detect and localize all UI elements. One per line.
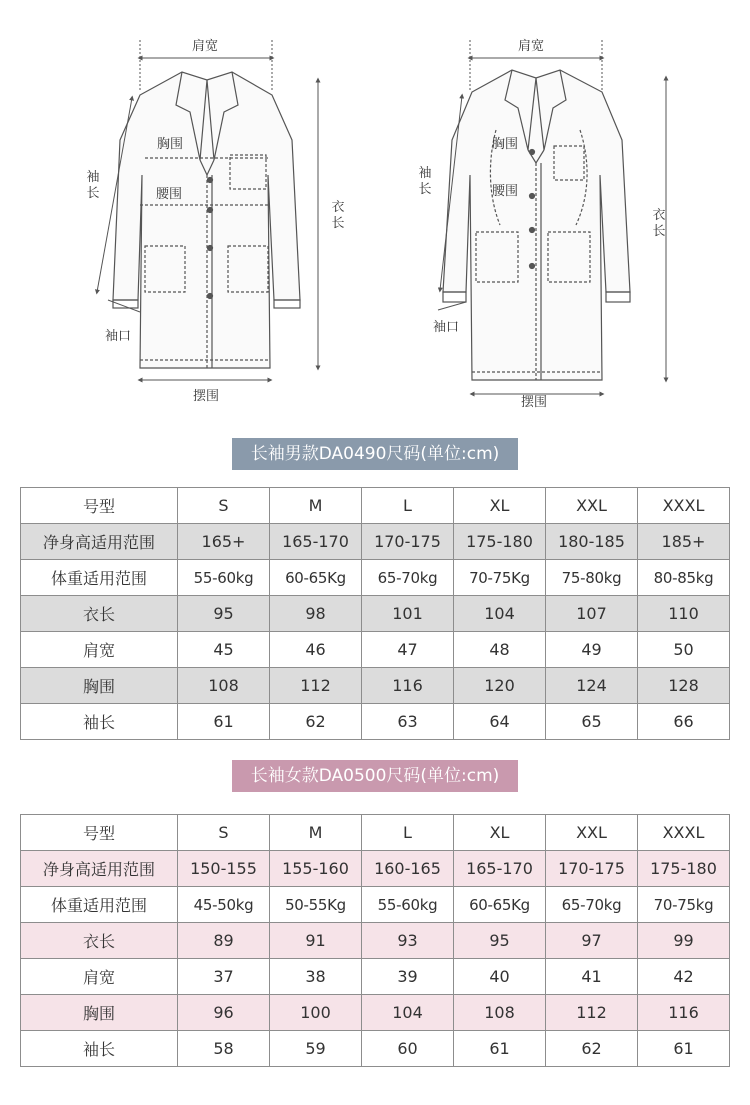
table-cell: 61 bbox=[178, 704, 270, 740]
men-size-table bbox=[20, 487, 730, 740]
row-label: 体重适用范围 bbox=[21, 887, 178, 923]
table-cell: 55-60kg bbox=[362, 887, 454, 923]
table-cell: 45 bbox=[178, 632, 270, 668]
row-label: 袖长 bbox=[21, 1031, 178, 1067]
table-cell: 65 bbox=[546, 704, 638, 740]
women-waist-label: 腰围 bbox=[492, 184, 519, 199]
table-cell: 62 bbox=[546, 1031, 638, 1067]
table-cell: 108 bbox=[178, 668, 270, 704]
table-cell: 60 bbox=[362, 1031, 454, 1067]
table-row bbox=[21, 1031, 730, 1067]
row-label: 肩宽 bbox=[21, 959, 178, 995]
table-cell: 112 bbox=[546, 995, 638, 1031]
row-label: 体重适用范围 bbox=[21, 560, 178, 596]
table-cell: 93 bbox=[362, 923, 454, 959]
men-cuff-label: 袖口 bbox=[105, 329, 132, 344]
header-cell: L bbox=[362, 815, 454, 851]
header-cell: XL bbox=[454, 815, 546, 851]
table-cell: 89 bbox=[178, 923, 270, 959]
table-cell: 175-180 bbox=[454, 524, 546, 560]
table-cell: 61 bbox=[454, 1031, 546, 1067]
women-sleeve-label: 袖长 bbox=[418, 166, 432, 197]
table-cell: 170-175 bbox=[546, 851, 638, 887]
table-row bbox=[21, 704, 730, 740]
table-cell: 64 bbox=[454, 704, 546, 740]
table-row bbox=[21, 560, 730, 596]
row-label: 袖长 bbox=[21, 704, 178, 740]
table-cell: 66 bbox=[638, 704, 730, 740]
table-cell: 49 bbox=[546, 632, 638, 668]
table-cell: 55-60kg bbox=[178, 560, 270, 596]
table-row bbox=[21, 959, 730, 995]
table-cell: 65-70kg bbox=[362, 560, 454, 596]
table-cell: 108 bbox=[454, 995, 546, 1031]
table-cell: 165-170 bbox=[454, 851, 546, 887]
table-cell: 160-165 bbox=[362, 851, 454, 887]
table-cell: 95 bbox=[178, 596, 270, 632]
table-cell: 70-75Kg bbox=[454, 560, 546, 596]
table-cell: 37 bbox=[178, 959, 270, 995]
men-hem-label: 摆围 bbox=[193, 389, 220, 404]
row-label: 肩宽 bbox=[21, 632, 178, 668]
table-cell: 104 bbox=[362, 995, 454, 1031]
table-header-row bbox=[21, 815, 730, 851]
measurement-illustration bbox=[0, 0, 750, 425]
table-cell: 110 bbox=[638, 596, 730, 632]
table-cell: 65-70kg bbox=[546, 887, 638, 923]
coat-diagrams bbox=[0, 0, 750, 425]
table-cell: 96 bbox=[178, 995, 270, 1031]
table-cell: 97 bbox=[546, 923, 638, 959]
row-label: 净身高适用范围 bbox=[21, 524, 178, 560]
table-row bbox=[21, 995, 730, 1031]
men-waist-label: 腰围 bbox=[156, 187, 183, 202]
table-cell: 63 bbox=[362, 704, 454, 740]
table-cell: 62 bbox=[270, 704, 362, 740]
header-cell: S bbox=[178, 815, 270, 851]
table-cell: 60-65Kg bbox=[270, 560, 362, 596]
row-label: 衣长 bbox=[21, 596, 178, 632]
women-size-table bbox=[20, 814, 730, 1067]
women-chest-label: 胸围 bbox=[492, 137, 519, 152]
table-cell: 170-175 bbox=[362, 524, 454, 560]
table-row bbox=[21, 524, 730, 560]
header-cell: XL bbox=[454, 488, 546, 524]
table-cell: 175-180 bbox=[638, 851, 730, 887]
women-size-title: 长袖女款DA0500尺码(单位:cm) bbox=[232, 760, 518, 792]
row-label: 净身高适用范围 bbox=[21, 851, 178, 887]
table-cell: 155-160 bbox=[270, 851, 362, 887]
table-cell: 50-55Kg bbox=[270, 887, 362, 923]
table-cell: 48 bbox=[454, 632, 546, 668]
table-cell: 95 bbox=[454, 923, 546, 959]
table-cell: 47 bbox=[362, 632, 454, 668]
table-cell: 41 bbox=[546, 959, 638, 995]
men-size-title: 长袖男款DA0490尺码(单位:cm) bbox=[232, 438, 518, 470]
table-cell: 98 bbox=[270, 596, 362, 632]
women-shoulder-label: 肩宽 bbox=[518, 39, 545, 54]
women-length-label: 衣长 bbox=[652, 208, 666, 239]
row-label: 衣长 bbox=[21, 923, 178, 959]
women-coat-drawing bbox=[443, 70, 630, 380]
table-cell: 116 bbox=[638, 995, 730, 1031]
table-cell: 58 bbox=[178, 1031, 270, 1067]
table-cell: 70-75kg bbox=[638, 887, 730, 923]
men-length-label: 衣长 bbox=[331, 200, 345, 231]
table-cell: 165+ bbox=[178, 524, 270, 560]
table-row bbox=[21, 851, 730, 887]
header-cell: M bbox=[270, 815, 362, 851]
table-cell: 99 bbox=[638, 923, 730, 959]
table-cell: 75-80kg bbox=[546, 560, 638, 596]
table-cell: 104 bbox=[454, 596, 546, 632]
table-cell: 180-185 bbox=[546, 524, 638, 560]
table-cell: 101 bbox=[362, 596, 454, 632]
men-shoulder-label: 肩宽 bbox=[192, 39, 219, 54]
header-cell: L bbox=[362, 488, 454, 524]
row-label: 胸围 bbox=[21, 995, 178, 1031]
men-coat-drawing bbox=[113, 72, 300, 368]
table-cell: 124 bbox=[546, 668, 638, 704]
table-row bbox=[21, 632, 730, 668]
table-cell: 128 bbox=[638, 668, 730, 704]
header-cell: XXL bbox=[546, 488, 638, 524]
row-label: 胸围 bbox=[21, 668, 178, 704]
table-cell: 100 bbox=[270, 995, 362, 1031]
table-cell: 42 bbox=[638, 959, 730, 995]
table-row bbox=[21, 887, 730, 923]
header-cell: XXXL bbox=[638, 488, 730, 524]
header-cell: XXXL bbox=[638, 815, 730, 851]
table-header-row bbox=[21, 488, 730, 524]
table-cell: 150-155 bbox=[178, 851, 270, 887]
table-cell: 116 bbox=[362, 668, 454, 704]
table-row bbox=[21, 923, 730, 959]
table-cell: 107 bbox=[546, 596, 638, 632]
table-cell: 40 bbox=[454, 959, 546, 995]
women-cuff-label: 袖口 bbox=[433, 320, 460, 335]
header-cell: M bbox=[270, 488, 362, 524]
women-hem-label: 摆围 bbox=[521, 395, 548, 410]
table-cell: 80-85kg bbox=[638, 560, 730, 596]
header-cell: 号型 bbox=[21, 488, 178, 524]
men-chest-label: 胸围 bbox=[157, 137, 184, 152]
table-cell: 60-65Kg bbox=[454, 887, 546, 923]
table-cell: 120 bbox=[454, 668, 546, 704]
table-cell: 59 bbox=[270, 1031, 362, 1067]
table-cell: 61 bbox=[638, 1031, 730, 1067]
header-cell: 号型 bbox=[21, 815, 178, 851]
table-cell: 39 bbox=[362, 959, 454, 995]
men-sleeve-label: 袖长 bbox=[86, 170, 100, 201]
table-row bbox=[21, 668, 730, 704]
table-cell: 50 bbox=[638, 632, 730, 668]
table-cell: 91 bbox=[270, 923, 362, 959]
table-row bbox=[21, 596, 730, 632]
header-cell: XXL bbox=[546, 815, 638, 851]
header-cell: S bbox=[178, 488, 270, 524]
table-cell: 165-170 bbox=[270, 524, 362, 560]
table-cell: 185+ bbox=[638, 524, 730, 560]
table-cell: 46 bbox=[270, 632, 362, 668]
table-cell: 38 bbox=[270, 959, 362, 995]
table-cell: 45-50kg bbox=[178, 887, 270, 923]
table-cell: 112 bbox=[270, 668, 362, 704]
